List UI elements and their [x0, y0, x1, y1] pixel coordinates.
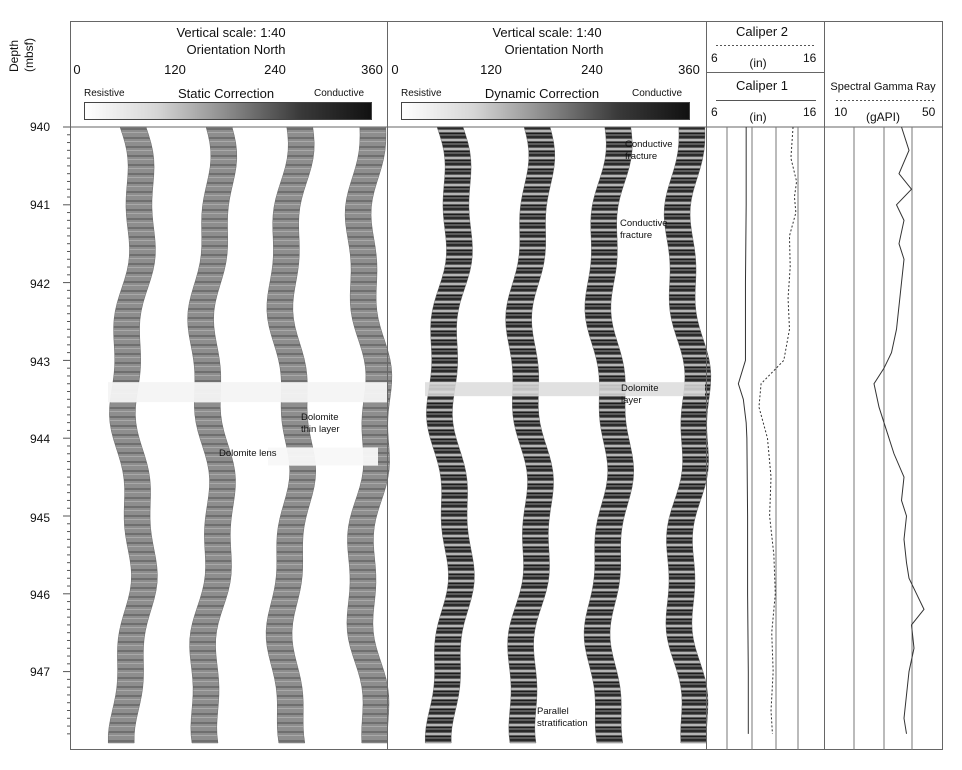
depth-unit-label: (mbsf) [22, 38, 36, 72]
dynamic-colorbar-conductive: Conductive [632, 88, 683, 99]
static-colorbar-resistive: Resistive [84, 88, 125, 99]
caliper1-curve [738, 127, 748, 734]
gamma-max: 50 [922, 105, 936, 119]
static-colorbar-conductive: Conductive [314, 88, 365, 99]
static-pad-image-2 [188, 127, 237, 743]
annotation-dolomite-lens: Dolomite lens [219, 448, 277, 459]
dolomite-thin-layer-static [268, 448, 378, 466]
dolomite-band-dynamic [425, 382, 705, 396]
caliper1-unit: (in) [749, 110, 767, 124]
static-azimuth-tick-0: 0 [73, 62, 81, 77]
gamma-title: Spectral Gamma Ray [830, 81, 936, 93]
dynamic-azimuth-tick-240: 240 [581, 62, 603, 77]
dolomite-bright-band-static [108, 382, 388, 402]
caliper2-curve [759, 127, 797, 734]
depth-tick-944: 944 [30, 432, 51, 446]
static-colorbar-title: Static Correction [177, 86, 275, 101]
gamma-ray-curve [874, 127, 924, 734]
depth-tick-947: 947 [30, 665, 51, 679]
dynamic-pad-image-1 [425, 127, 474, 743]
dynamic-colorbar-title: Dynamic Correction [484, 86, 600, 101]
static-azimuth-tick-240: 240 [264, 62, 286, 77]
dynamic-orientation: Orientation North [504, 42, 604, 57]
dynamic-vertical-scale: Vertical scale: 1:40 [492, 25, 602, 40]
depth-label: Depth [7, 39, 21, 72]
caliper2-min: 6 [711, 51, 718, 65]
dynamic-colorbar [401, 102, 690, 120]
depth-tick-941: 941 [30, 198, 51, 212]
dynamic-colorbar-resistive: Resistive [401, 88, 442, 99]
dynamic-azimuth-tick-120: 120 [480, 62, 502, 77]
annotation-parallel-stratification: Parallel stratification [537, 706, 588, 729]
caliper2-max: 16 [803, 51, 817, 65]
annotation-conductive-fracture-2: Conductive fracture [620, 218, 668, 241]
caliper1-title: Caliper 1 [735, 78, 789, 93]
caliper1-max: 16 [803, 105, 817, 119]
static-orientation: Orientation North [186, 42, 286, 57]
dynamic-pad-image-2 [506, 127, 555, 743]
static-colorbar [84, 102, 372, 120]
caliper2-title: Caliper 2 [735, 24, 789, 39]
caliper1-min: 6 [711, 105, 718, 119]
depth-tick-945: 945 [30, 511, 51, 525]
depth-tick-946: 946 [30, 588, 51, 602]
gamma-unit: (gAPI) [865, 110, 901, 124]
depth-tick-943: 943 [30, 355, 51, 369]
annotation-conductive-fracture-1: Conductive fracture [625, 139, 673, 162]
depth-tick-942: 942 [30, 277, 51, 291]
depth-tick-940: 940 [30, 120, 51, 134]
static-azimuth-tick-120: 120 [164, 62, 186, 77]
depth-axis-title [8, 12, 44, 72]
dynamic-azimuth-tick-360: 360 [678, 62, 700, 77]
static-vertical-scale: Vertical scale: 1:40 [176, 25, 286, 40]
annotation-dolomite-layer: Dolomite layer [621, 383, 659, 406]
static-azimuth-tick-360: 360 [361, 62, 383, 77]
dynamic-azimuth-tick-0: 0 [391, 62, 399, 77]
annotation-dolomite-thin-layer: Dolomite thin layer [301, 412, 340, 435]
static-pad-image-1 [108, 127, 157, 743]
gamma-min: 10 [834, 105, 848, 119]
caliper2-unit: (in) [749, 56, 767, 70]
